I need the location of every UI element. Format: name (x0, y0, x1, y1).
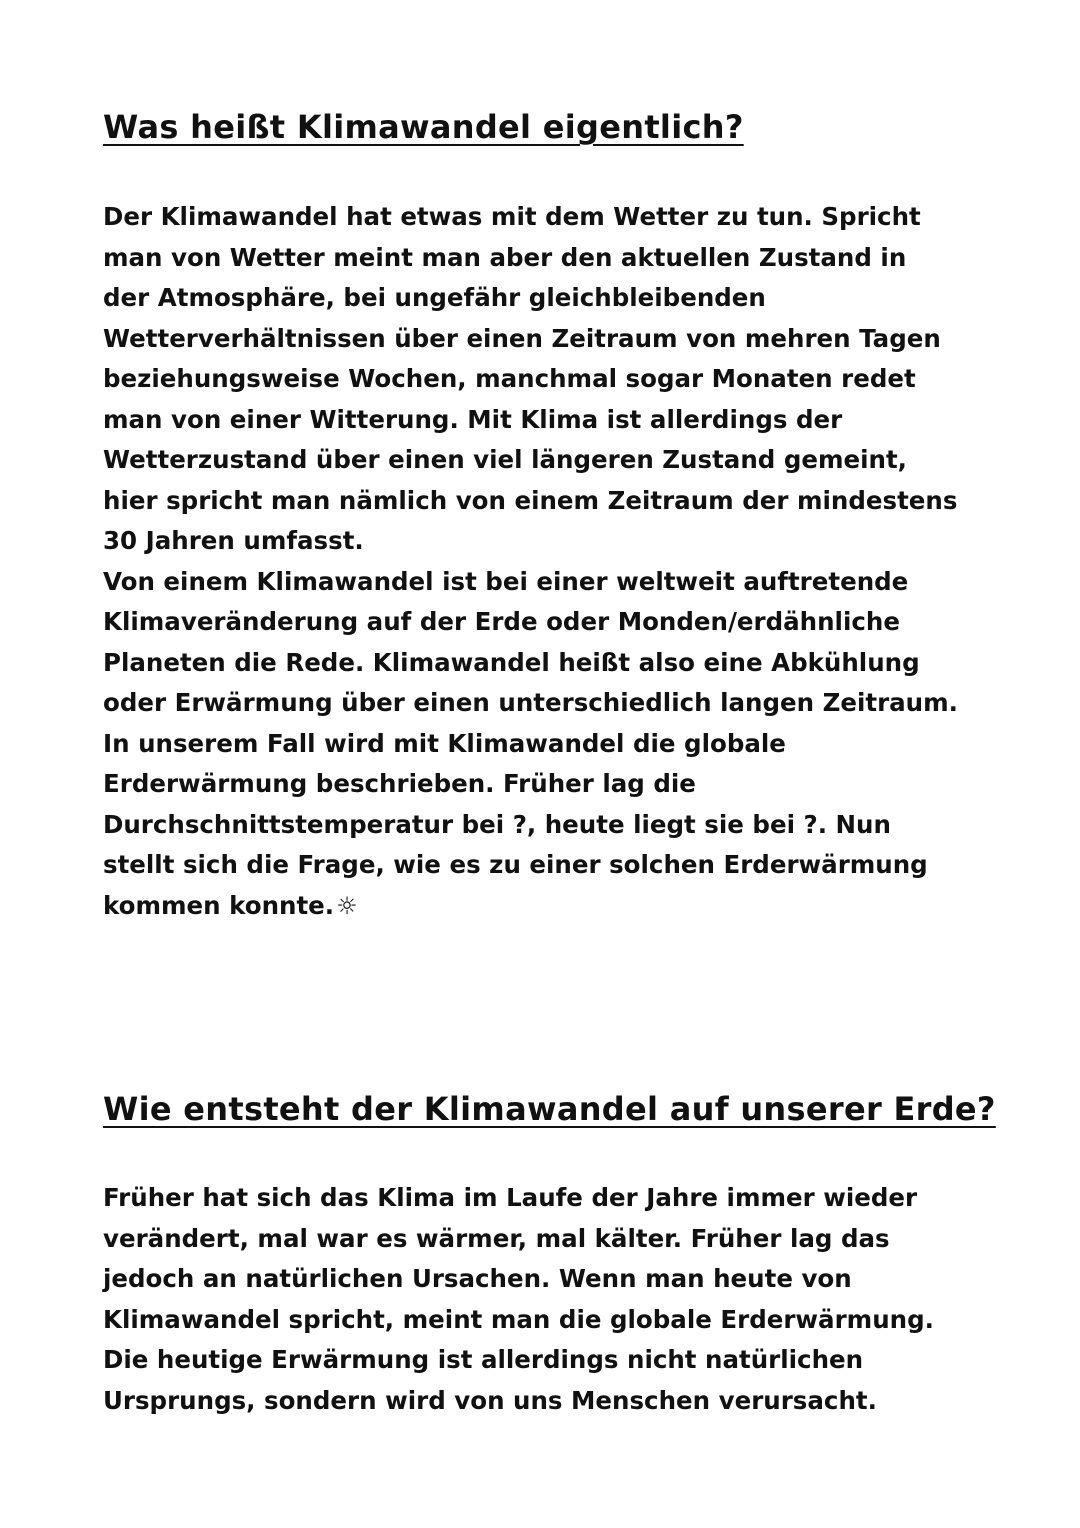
text-line: Wetterverhältnissen über einen Zeitraum von mehren Tagen (103, 323, 941, 353)
text-line: jedoch an natürlichen Ursachen. Wenn man heute von (103, 1264, 852, 1293)
text-line: Von einem Klimawandel ist bei einer weltweit auftretende (103, 566, 909, 596)
text-line: hier spricht man nämlich von einem Zeitraum der mindestens (103, 485, 958, 515)
text-line: der Atmosphäre, bei ungefähr gleichbleibenden (103, 283, 766, 312)
section-paragraph-entstehung (103, 1178, 983, 1421)
sun-icon: ☼ (336, 891, 358, 920)
text-line: Durchschnittstemperatur bei ?, heute liegt sie bei ?. Nun (103, 809, 891, 839)
text-line: Erderwärmung beschrieben. Früher lag die (103, 769, 696, 798)
text-line-content: kommen konnte. (103, 890, 335, 920)
text-line: man von einer Witterung. Mit Klima ist allerdings der (103, 404, 843, 434)
text-line: beziehungsweise Wochen, manchmal sogar Monaten redet (103, 364, 916, 393)
text-line: man von Wetter meint man aber den aktuellen Zustand in (103, 242, 907, 272)
text-line: oder Erwärmung über einen unterschiedlich langen Zeitraum. (103, 688, 958, 717)
text-line: Die heutige Erwärmung ist allerdings nicht natürlichen (103, 1345, 864, 1374)
text-line-last (103, 886, 983, 927)
text-line: Wetterzustand über einen viel längeren Zustand gemeint, (103, 445, 907, 474)
section-heading-klimawandel-entstehung: Wie entsteht der Klimawandel auf unserer Erde? (103, 1090, 996, 1128)
text-line: Früher hat sich das Klima im Laufe der Jahre immer wieder (103, 1183, 918, 1212)
section-paragraph-definition (103, 197, 983, 926)
text-line: Klimaveränderung auf der Erde oder Monden/erdähnliche (103, 607, 900, 636)
text-line: Klimawandel spricht, meint man die globale Erderwärmung. (103, 1304, 934, 1334)
text-line: Ursprungs, sondern wird von uns Menschen verursacht. (103, 1385, 877, 1415)
text-line: stellt sich die Frage, wie es zu einer solchen Erderwärmung (103, 850, 928, 879)
text-line: Der Klimawandel hat etwas mit dem Wetter zu tun. Spricht (103, 202, 921, 231)
text-line: Planeten die Rede. Klimawandel heißt also eine Abkühlung (103, 647, 920, 677)
section-heading-klimawandel-definition: Was heißt Klimawandel eigentlich? (103, 108, 744, 146)
text-line: verändert, mal war es wärmer, mal kälter. Früher lag das (103, 1223, 890, 1253)
text-line: 30 Jahren umfasst. (103, 526, 364, 555)
text-line: In unserem Fall wird mit Klimawandel die globale (103, 728, 786, 758)
